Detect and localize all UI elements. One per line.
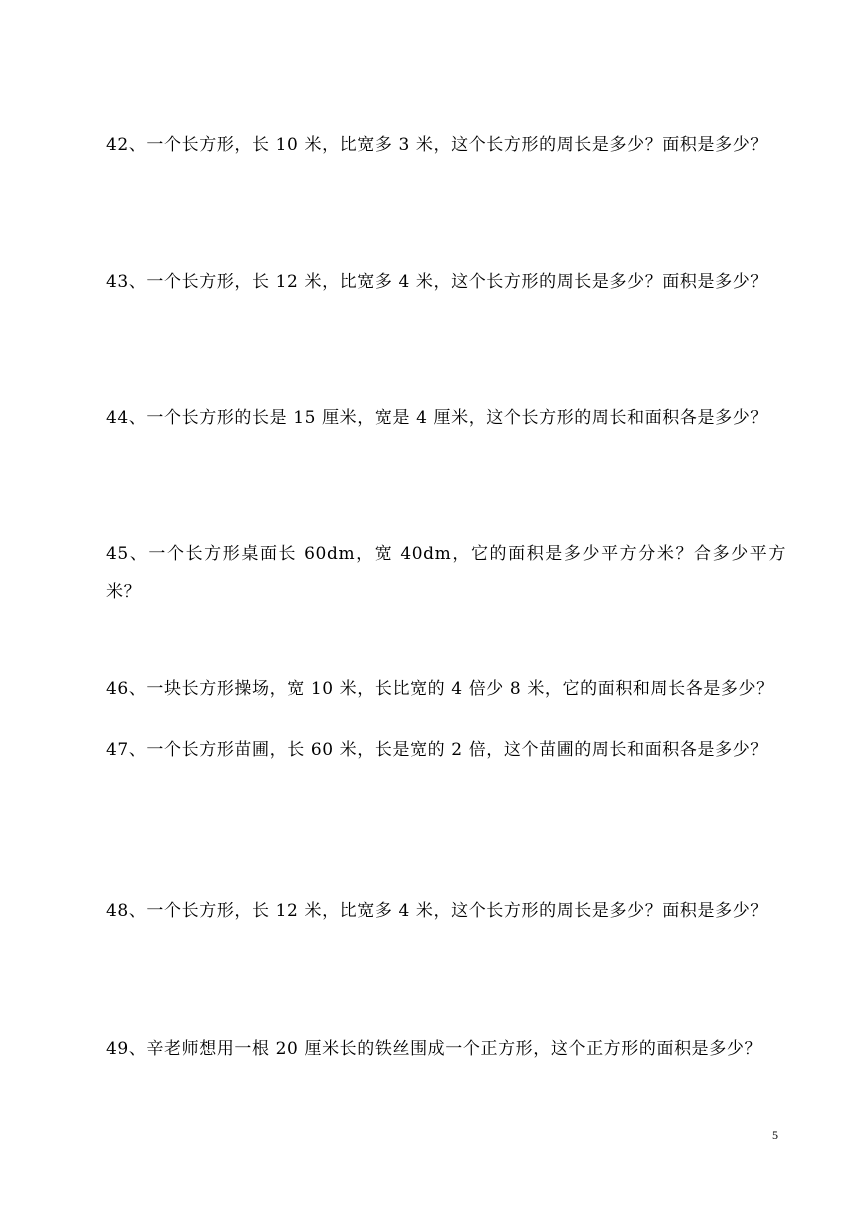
problem-47: 47、一个长方形苗圃，长 60 米，长是宽的 2 倍，这个苗圃的周长和面积各是多少？ bbox=[106, 740, 768, 760]
problem-44: 44、一个长方形的长是 15 厘米，宽是 4 厘米，这个长方形的周长和面积各是多少？ bbox=[106, 408, 768, 428]
problem-49: 49、辛老师想用一根 20 厘米长的铁丝围成一个正方形，这个正方形的面积是多少？ bbox=[106, 1039, 763, 1059]
problem-43: 43、一个长方形，长 12 米，比宽多 4 米，这个长方形的周长是多少？面积是多少？ bbox=[106, 272, 768, 292]
problem-48: 48、一个长方形，长 12 米，比宽多 4 米，这个长方形的周长是多少？面积是多少？ bbox=[106, 901, 768, 921]
problem-42: 42、一个长方形，长 10 米，比宽多 3 米，这个长方形的周长是多少？面积是多少？ bbox=[106, 135, 768, 155]
problem-46: 46、一块长方形操场，宽 10 米，长比宽的 4 倍少 8 米，它的面积和周长各是多少？ bbox=[106, 679, 774, 699]
problem-45: 45、一个长方形桌面长 60dm，宽 40dm，它的面积是多少平方分米？合多少平方米？ bbox=[106, 544, 786, 602]
page-number: 5 bbox=[772, 1128, 778, 1142]
